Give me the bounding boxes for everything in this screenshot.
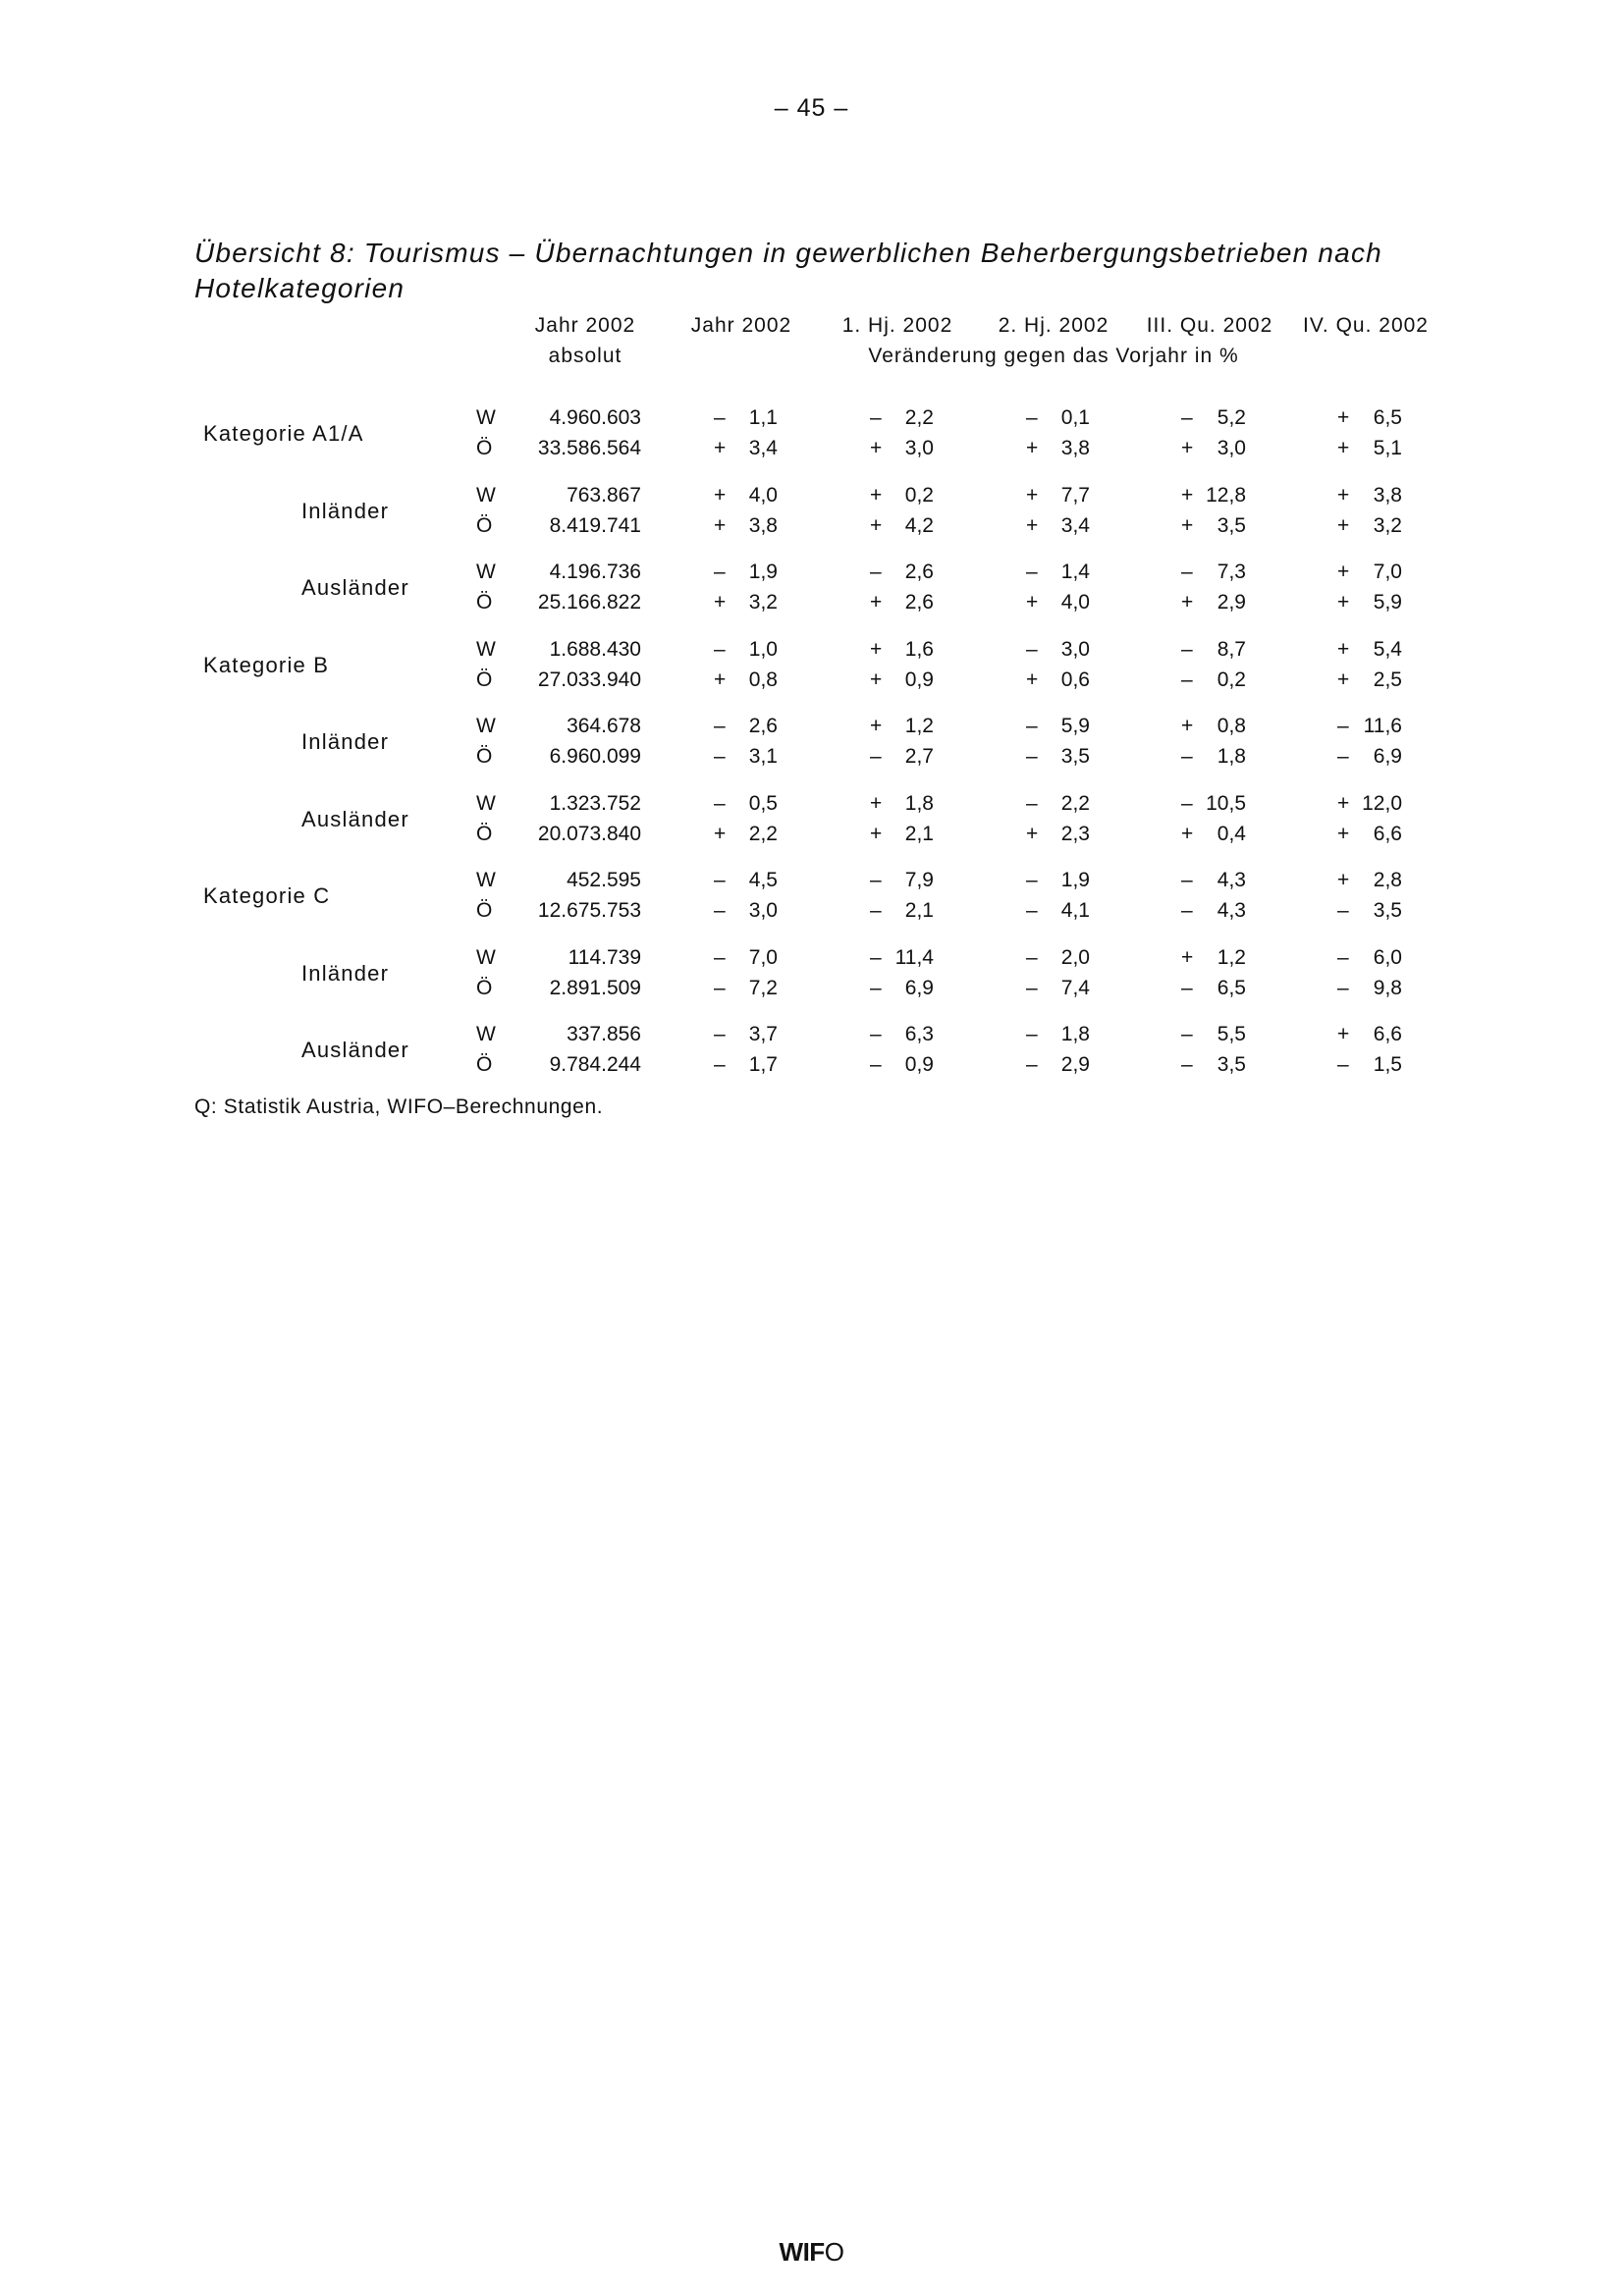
change-value: 3,0 [748, 899, 778, 922]
absolute-value: 27.033.940 [537, 668, 641, 691]
region-code: W [476, 484, 496, 507]
change-sign: – [1026, 638, 1038, 661]
change-sign: + [1026, 484, 1039, 507]
group-label: Kategorie B [203, 653, 330, 677]
change-sign: + [1337, 484, 1350, 507]
table-title: Übersicht 8: Tourismus – Übernachtungen in gewerblichen Beherbergungsbetrieben nach Hotelkategorien [194, 238, 1382, 303]
change-sign: – [1181, 1023, 1193, 1045]
change-sign: + [1337, 591, 1350, 614]
change-sign: + [1337, 792, 1350, 815]
change-sign: + [1337, 869, 1350, 891]
absolute-value: 364.678 [567, 715, 641, 737]
change-sign: – [870, 406, 882, 429]
change-sign: + [1337, 638, 1350, 661]
change-sign: + [714, 668, 727, 691]
change-value: 4,0 [748, 484, 778, 507]
logo-bold: WIF [779, 2237, 825, 2267]
change-value: 9,8 [1373, 977, 1402, 999]
change-sign: + [1026, 514, 1039, 537]
change-sign: – [870, 899, 882, 922]
change-value: 3,0 [1060, 638, 1090, 661]
change-value: 8,7 [1217, 638, 1246, 661]
change-value: 3,5 [1373, 899, 1402, 922]
change-value: 0,1 [1060, 406, 1090, 429]
header-qu4: IV. Qu. 2002 [1303, 314, 1429, 337]
table-row [0, 715, 1623, 745]
change-value: 6,6 [1373, 1023, 1402, 1045]
change-sign: – [870, 561, 882, 583]
change-value: 3,4 [1060, 514, 1090, 537]
change-sign: – [714, 869, 726, 891]
header-hj1: 1. Hj. 2002 [841, 314, 953, 337]
change-value: 1,2 [904, 715, 934, 737]
absolute-value: 8.419.741 [549, 514, 641, 537]
region-code: Ö [476, 899, 493, 922]
change-sign: – [1026, 946, 1038, 969]
change-sign: – [870, 1023, 882, 1045]
group-label: Ausländer [301, 1038, 409, 1062]
change-sign: + [1181, 823, 1194, 845]
change-sign: – [714, 899, 726, 922]
change-sign: + [870, 638, 883, 661]
region-code: W [476, 638, 496, 661]
change-value: 10,5 [1206, 792, 1246, 815]
change-sign: – [1026, 561, 1038, 583]
change-sign: – [714, 406, 726, 429]
header-jahr-change: Jahr 2002 [690, 314, 792, 337]
change-value: 2,5 [1373, 668, 1402, 691]
change-value: 6,0 [1373, 946, 1402, 969]
change-value: 6,9 [904, 977, 934, 999]
change-sign: + [1337, 437, 1350, 459]
change-sign: – [870, 745, 882, 768]
change-sign: – [1026, 1023, 1038, 1045]
change-value: 3,5 [1217, 514, 1246, 537]
change-value: 1,8 [1217, 745, 1246, 768]
change-sign: + [714, 591, 727, 614]
change-value: 4,3 [1217, 899, 1246, 922]
change-sign: – [714, 946, 726, 969]
change-value: 3,5 [1060, 745, 1090, 768]
change-value: 2,3 [1060, 823, 1090, 845]
change-value: 3,8 [1060, 437, 1090, 459]
page-number: – 45 – [774, 94, 849, 122]
change-sign: – [1181, 638, 1193, 661]
change-sign: + [1337, 823, 1350, 845]
absolute-value: 20.073.840 [537, 823, 641, 845]
change-sign: – [1181, 668, 1193, 691]
change-value: 0,8 [1217, 715, 1246, 737]
change-value: 7,7 [1060, 484, 1090, 507]
change-sign: – [714, 715, 726, 737]
change-value: 2,7 [904, 745, 934, 768]
region-code: W [476, 561, 496, 583]
change-sign: + [1337, 561, 1350, 583]
change-sign: – [870, 977, 882, 999]
region-code: W [476, 406, 496, 429]
change-value: 2,1 [904, 823, 934, 845]
change-sign: + [1181, 946, 1194, 969]
change-value: 3,2 [1373, 514, 1402, 537]
change-value: 7,2 [748, 977, 778, 999]
table-row [0, 977, 1623, 1007]
table-row [0, 869, 1623, 899]
change-sign: + [1337, 514, 1350, 537]
change-sign: – [1026, 715, 1038, 737]
region-code: W [476, 946, 496, 969]
change-value: 4,1 [1060, 899, 1090, 922]
change-value: 5,9 [1373, 591, 1402, 614]
change-value: 2,6 [904, 591, 934, 614]
group-label: Kategorie C [203, 883, 331, 908]
change-value: 1,5 [1373, 1053, 1402, 1076]
header-jahr-absolut: Jahr 2002 [534, 314, 636, 337]
change-value: 1,9 [748, 561, 778, 583]
change-value: 2,6 [904, 561, 934, 583]
table-row [0, 792, 1623, 823]
change-sign: + [870, 715, 883, 737]
absolute-value: 33.586.564 [537, 437, 641, 459]
logo-regular: O [824, 2237, 844, 2267]
change-value: 6,5 [1217, 977, 1246, 999]
change-sign: – [1026, 1053, 1038, 1076]
change-sign: – [870, 1053, 882, 1076]
region-code: Ö [476, 977, 493, 999]
table-row [0, 406, 1623, 437]
change-value: 0,8 [748, 668, 778, 691]
absolute-value: 452.595 [567, 869, 641, 891]
change-value: 7,0 [748, 946, 778, 969]
change-sign: – [1337, 1053, 1349, 1076]
change-value: 3,4 [748, 437, 778, 459]
change-sign: – [1026, 745, 1038, 768]
change-sign: + [870, 792, 883, 815]
change-sign: + [870, 514, 883, 537]
change-value: 1,2 [1217, 946, 1246, 969]
region-code: Ö [476, 514, 493, 537]
region-code: Ö [476, 437, 493, 459]
change-value: 12,8 [1206, 484, 1246, 507]
change-value: 5,4 [1373, 638, 1402, 661]
change-sign: + [1026, 591, 1039, 614]
change-value: 2,2 [748, 823, 778, 845]
change-value: 1,8 [904, 792, 934, 815]
change-sign: + [714, 484, 727, 507]
region-code: Ö [476, 668, 493, 691]
change-value: 3,5 [1217, 1053, 1246, 1076]
absolute-value: 25.166.822 [537, 591, 641, 614]
change-sign: – [1026, 869, 1038, 891]
change-sign: + [1026, 668, 1039, 691]
change-value: 2,0 [1060, 946, 1090, 969]
group-label: Inländer [301, 961, 390, 986]
change-sign: + [1337, 406, 1350, 429]
table-row [0, 638, 1623, 668]
change-value: 4,5 [748, 869, 778, 891]
change-value: 0,2 [1217, 668, 1246, 691]
change-value: 12,0 [1362, 792, 1402, 815]
region-code: W [476, 715, 496, 737]
change-sign: + [870, 591, 883, 614]
change-sign: + [714, 437, 727, 459]
change-value: 6,3 [904, 1023, 934, 1045]
change-value: 0,5 [748, 792, 778, 815]
change-sign: – [1181, 745, 1193, 768]
absolute-value: 763.867 [567, 484, 641, 507]
region-code: Ö [476, 745, 493, 768]
group-label: Inländer [301, 499, 390, 523]
change-value: 2,9 [1060, 1053, 1090, 1076]
region-code: Ö [476, 1053, 493, 1076]
change-sign: – [1181, 869, 1193, 891]
change-value: 5,9 [1060, 715, 1090, 737]
change-value: 3,1 [748, 745, 778, 768]
change-value: 4,3 [1217, 869, 1246, 891]
absolute-value: 1.323.752 [549, 792, 641, 815]
group-label: Kategorie A1/A [203, 421, 364, 446]
table-row [0, 561, 1623, 591]
absolute-value: 2.891.509 [549, 977, 641, 999]
change-sign: + [714, 823, 727, 845]
change-sign: – [1026, 792, 1038, 815]
change-value: 4,0 [1060, 591, 1090, 614]
change-value: 0,6 [1060, 668, 1090, 691]
change-sign: – [1181, 792, 1193, 815]
change-value: 5,2 [1217, 406, 1246, 429]
change-sign: – [714, 792, 726, 815]
change-value: 0,9 [904, 668, 934, 691]
table-row [0, 437, 1623, 467]
table-row [0, 591, 1623, 621]
region-code: W [476, 1023, 496, 1045]
change-value: 2,2 [1060, 792, 1090, 815]
change-value: 11,4 [894, 946, 934, 969]
table-row [0, 823, 1623, 853]
change-sign: – [1026, 977, 1038, 999]
table-row [0, 946, 1623, 977]
change-value: 0,4 [1217, 823, 1246, 845]
change-value: 7,9 [904, 869, 934, 891]
change-value: 3,0 [904, 437, 934, 459]
change-value: 1,4 [1060, 561, 1090, 583]
change-sign: + [870, 823, 883, 845]
region-code: W [476, 869, 496, 891]
change-sign: – [1026, 406, 1038, 429]
region-code: W [476, 792, 496, 815]
change-value: 5,1 [1373, 437, 1402, 459]
group-label: Ausländer [301, 807, 409, 831]
change-sign: – [1181, 899, 1193, 922]
change-value: 1,1 [748, 406, 778, 429]
change-sign: – [714, 561, 726, 583]
table-row [0, 1053, 1623, 1084]
change-sign: + [1181, 437, 1194, 459]
change-sign: – [1181, 561, 1193, 583]
change-sign: + [1337, 668, 1350, 691]
change-value: 3,2 [748, 591, 778, 614]
change-value: 3,7 [748, 1023, 778, 1045]
absolute-value: 4.196.736 [549, 561, 641, 583]
absolute-value: 4.960.603 [549, 406, 641, 429]
table-row [0, 668, 1623, 699]
table-row [0, 899, 1623, 930]
absolute-value: 337.856 [567, 1023, 641, 1045]
region-code: Ö [476, 591, 493, 614]
change-value: 1,6 [904, 638, 934, 661]
change-sign: – [870, 946, 882, 969]
subheader-absolut: absolut [548, 345, 622, 367]
change-value: 7,4 [1060, 977, 1090, 999]
change-sign: – [714, 745, 726, 768]
group-label: Inländer [301, 729, 390, 754]
change-sign: – [1337, 899, 1349, 922]
change-sign: + [1026, 437, 1039, 459]
change-value: 0,9 [904, 1053, 934, 1076]
change-sign: + [870, 484, 883, 507]
change-sign: – [870, 869, 882, 891]
change-sign: + [1181, 715, 1194, 737]
header-qu3: III. Qu. 2002 [1146, 314, 1273, 337]
change-sign: + [1026, 823, 1039, 845]
change-value: 3,8 [1373, 484, 1402, 507]
region-code: Ö [476, 823, 493, 845]
change-sign: + [1181, 591, 1194, 614]
group-label: Ausländer [301, 575, 409, 600]
table-row [0, 514, 1623, 545]
absolute-value: 9.784.244 [549, 1053, 641, 1076]
change-sign: + [1181, 514, 1194, 537]
change-sign: – [1181, 1053, 1193, 1076]
change-value: 6,6 [1373, 823, 1402, 845]
change-value: 7,3 [1217, 561, 1246, 583]
header-hj2: 2. Hj. 2002 [998, 314, 1109, 337]
change-sign: – [1337, 745, 1349, 768]
change-value: 11,6 [1363, 715, 1402, 737]
change-sign: – [714, 1053, 726, 1076]
change-value: 6,5 [1373, 406, 1402, 429]
table-row [0, 484, 1623, 514]
change-value: 6,9 [1373, 745, 1402, 768]
change-sign: – [1181, 977, 1193, 999]
change-value: 3,8 [748, 514, 778, 537]
absolute-value: 12.675.753 [537, 899, 641, 922]
change-value: 2,9 [1217, 591, 1246, 614]
change-value: 2,8 [1373, 869, 1402, 891]
change-value: 2,6 [748, 715, 778, 737]
change-value: 5,5 [1217, 1023, 1246, 1045]
change-sign: – [714, 977, 726, 999]
change-sign: – [1181, 406, 1193, 429]
change-sign: + [1337, 1023, 1350, 1045]
change-sign: – [1337, 715, 1349, 737]
table-row [0, 745, 1623, 775]
change-sign: – [1337, 946, 1349, 969]
change-sign: – [1337, 977, 1349, 999]
table-row [0, 1023, 1623, 1053]
change-sign: + [714, 514, 727, 537]
change-sign: – [1026, 899, 1038, 922]
change-sign: + [1181, 484, 1194, 507]
change-value: 1,7 [748, 1053, 778, 1076]
change-value: 0,2 [904, 484, 934, 507]
change-value: 7,0 [1373, 561, 1402, 583]
change-value: 3,0 [1217, 437, 1246, 459]
change-value: 1,8 [1060, 1023, 1090, 1045]
change-value: 2,1 [904, 899, 934, 922]
wifo-logo [0, 2237, 1623, 2268]
change-sign: + [870, 437, 883, 459]
change-sign: – [714, 638, 726, 661]
change-sign: – [714, 1023, 726, 1045]
change-value: 4,2 [904, 514, 934, 537]
source-note: Q: Statistik Austria, WIFO–Berechnungen. [194, 1095, 604, 1118]
change-value: 2,2 [904, 406, 934, 429]
absolute-value: 114.739 [568, 946, 641, 969]
change-value: 1,0 [748, 638, 778, 661]
absolute-value: 1.688.430 [549, 638, 641, 661]
absolute-value: 6.960.099 [549, 745, 641, 768]
subheader-change: Veränderung gegen das Vorjahr in % [868, 345, 1239, 367]
change-value: 1,9 [1060, 869, 1090, 891]
change-sign: + [870, 668, 883, 691]
